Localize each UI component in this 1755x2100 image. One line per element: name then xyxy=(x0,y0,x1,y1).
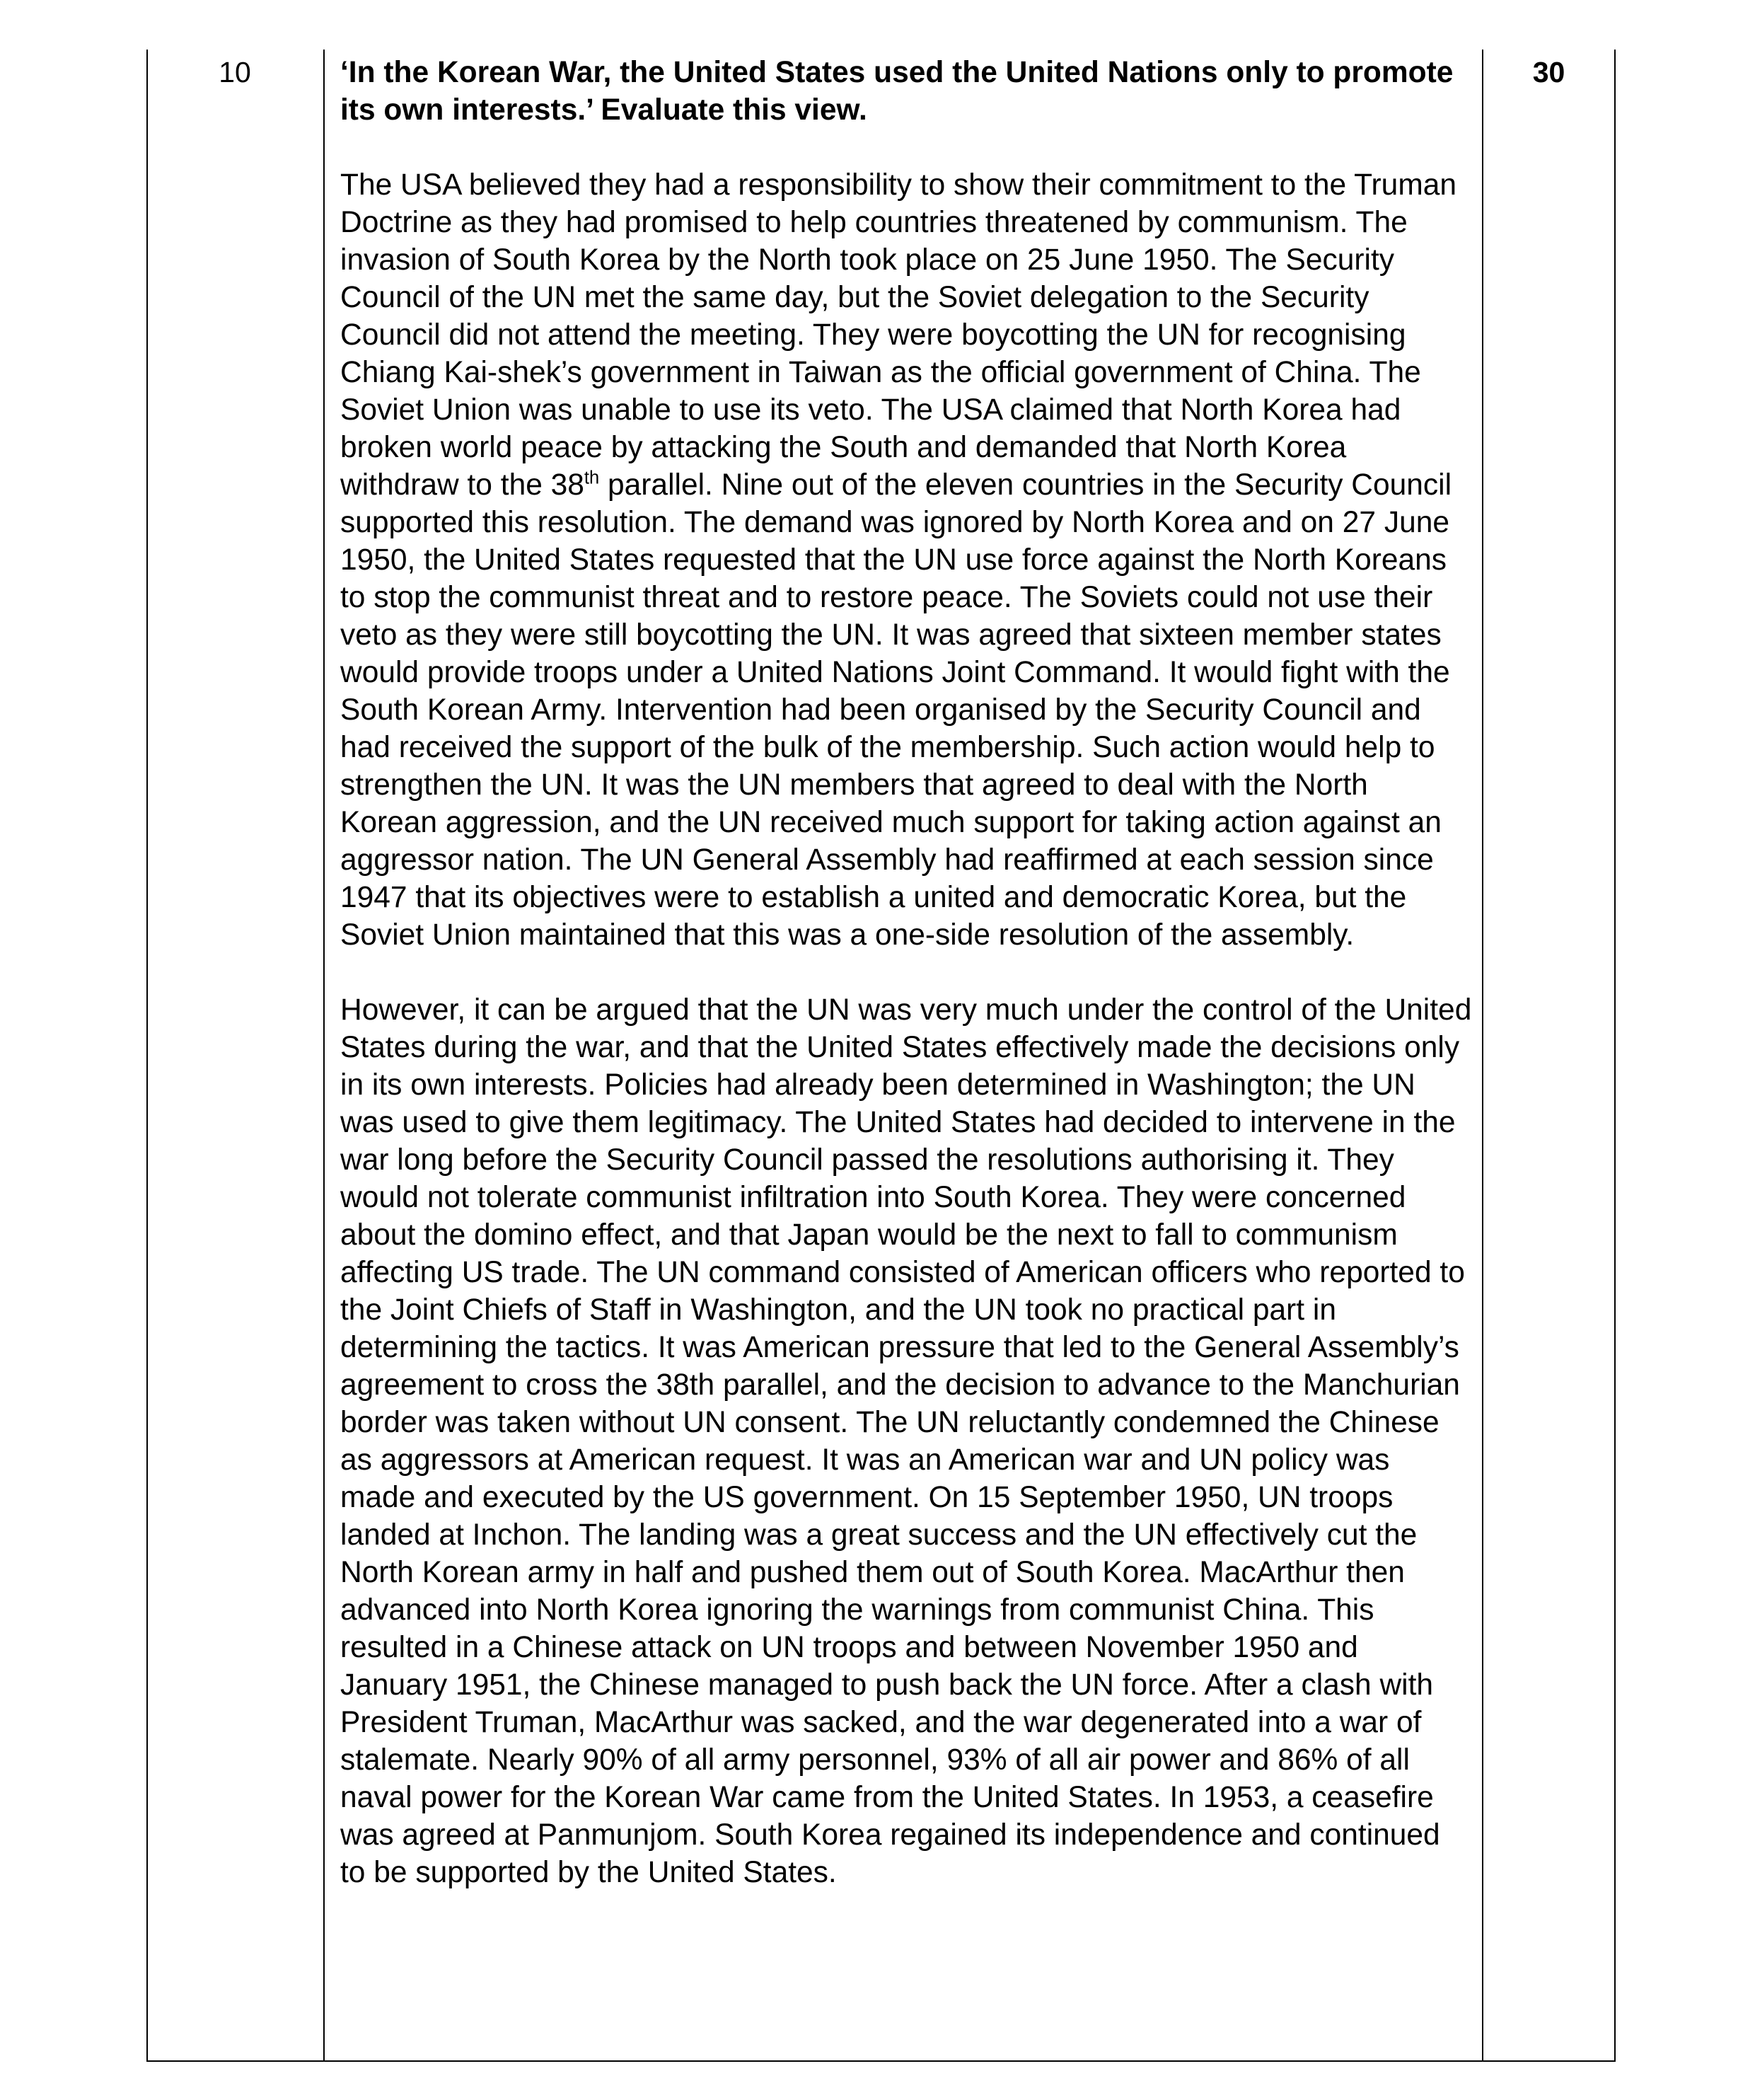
question-number: 10 xyxy=(219,56,251,88)
answer-paragraph-2: However, it can be argued that the UN was very much under the control of the United States during the war, and that the United States effectively made the decisions only in its own interests. Policies had already been determined in Washington; the UN was used to give them legitimacy. The United States had decided to intervene in the war long before the Security Council passed the resolutions authorising it. They would not tolerate communist infiltration into South Korea. They were concerned about the domino effect, and that Japan would be the next to fall to communism affecting US trade. The UN command consisted of American officers who reported to the Joint Chiefs of Staff in Washington, and the UN took no practical part in determining the tactics. It was American pressure that led to the General Assembly’s agreement to cross the 38th parallel, and the decision to advance to the Manchurian border was taken without UN consent. The UN reluctantly condemned the Chinese as aggressors at American request. It was an American war and UN policy was made and executed by the US government. On 15 September 1950, UN troops landed at Inchon. The landing was a great success and the UN effectively cut the North Korean army in half and pushed them out of South Korea. MacArthur then advanced into North Korea ignoring the warnings from communist China. This resulted in a Chinese attack on UN troops and between November 1950 and January 1951, the Chinese managed to push back the UN force. After a clash with President Truman, MacArthur was sacked, and the war degenerated into a war of stalemate. Nearly 90% of all army personnel, 93% of all air power and 86% of all naval power for the Korean War came from the United States. In 1953, a ceasefire was agreed at Panmunjom. South Korea regained its independence and continued to be supported by the United States. xyxy=(340,993,1472,1889)
answer-paragraph-1 xyxy=(340,166,1472,954)
question-text: ‘In the Korean War, the United States used the United Nations only to promote its own interests.’ Evaluate this view. xyxy=(340,56,1454,127)
table-border-bottom xyxy=(146,2060,1616,2062)
marks-value: 30 xyxy=(1532,56,1565,88)
mark-scheme-table xyxy=(146,50,1616,2062)
table-border-left xyxy=(146,50,148,2062)
table-border-right xyxy=(1614,50,1616,2062)
question-answer-cell xyxy=(340,54,1472,1891)
column-divider-question xyxy=(323,50,325,2062)
answer-paragraph-1-text: The USA believed they had a responsibility to show their commitment to the Truman Doctrine as they had promised to help countries threatened by communism. The invasion of South Korea by the North took place on 25 June 1950. The Security Council of the UN met the same day, but the Soviet delegation to the Security Council did not attend the meeting. They were boycotting the UN for recognising Chiang Kai-shek’s government in Taiwan as the official government of China. The Soviet Union was unable to use its veto. The USA claimed that North Korea had broken world peace by attacking the South and demanded that North Korea withdraw to the 38 xyxy=(340,168,1456,502)
column-divider-marks xyxy=(1482,50,1483,2062)
ordinal-superscript: th xyxy=(584,468,600,488)
answer-paragraph-1-continued: parallel. Nine out of the eleven countries in the Security Council supported this resolution. The demand was ignored by North Korea and on 27 June 1950, the United States requested that the UN use force against the North Koreans to stop the communist threat and to restore peace. The Soviets could not use their veto as they were still boycotting the UN. It was agreed that sixteen member states would provide troops under a United Nations Joint Command. It would fight with the South Korean Army. Intervention had been organised by the Security Council and had received the support of the bulk of the membership. Such action would help to strengthen the UN. It was the UN members that agreed to deal with the North Korean aggression, and the UN received much support for taking action against an aggressor nation. The UN General Assembly had reaffirmed at each session since 1947 that its objectives were to establish a united and democratic Korea, but the Soviet Union maintained that this was a one-side resolution of the assembly. xyxy=(340,468,1452,952)
